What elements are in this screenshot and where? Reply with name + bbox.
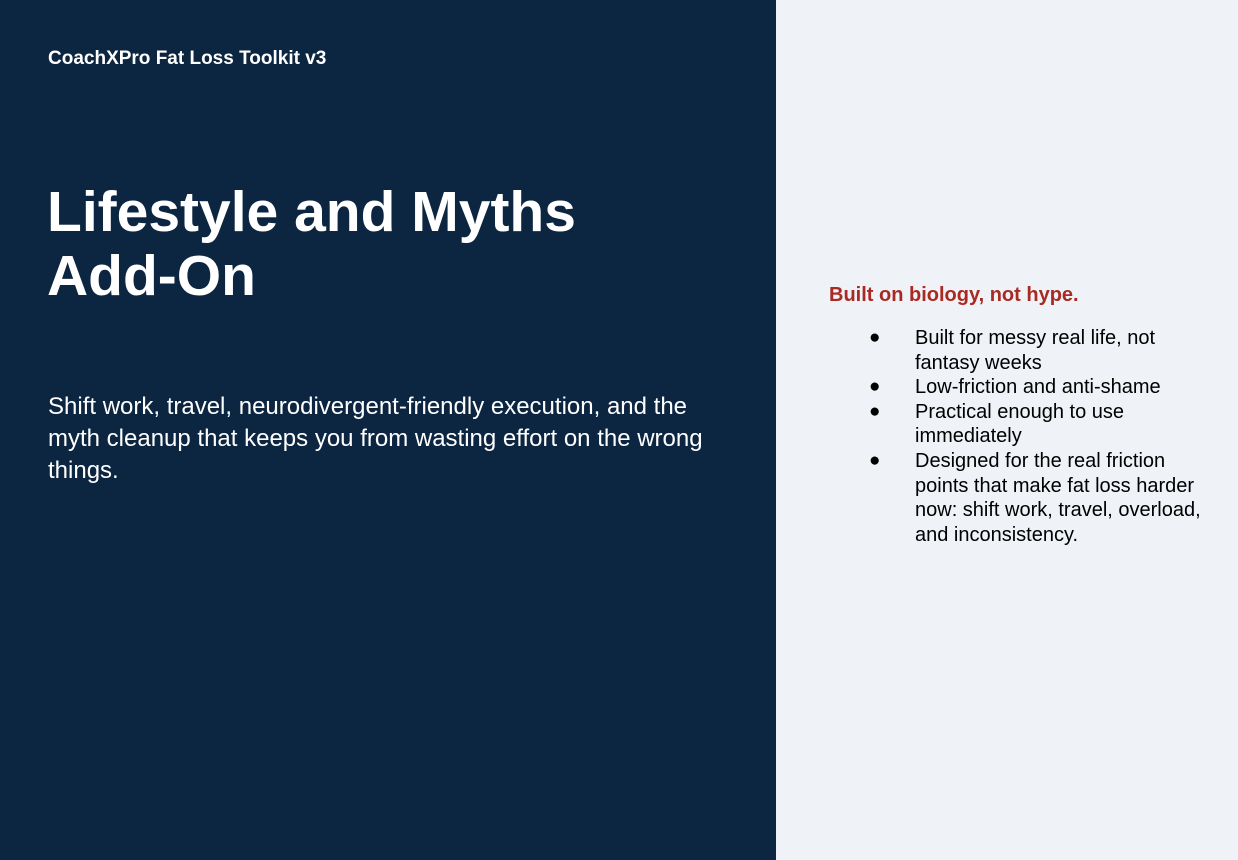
list-item-text: Built for messy real life, not fantasy weeks [915, 327, 1156, 374]
page-title [47, 180, 667, 308]
list-item [869, 375, 1209, 400]
brand-label: CoachXPro Fat Loss Toolkit v3 [48, 48, 327, 69]
tagline: Built on biology, not hype. [829, 284, 1079, 306]
list-item-text: Practical enough to use immediately [915, 400, 1125, 448]
title-line-1: Lifestyle and Myths [47, 180, 576, 244]
list-item [869, 449, 1209, 547]
bullet-dot-icon: ● [869, 376, 881, 398]
list-item-text: Low-friction and anti-shame [915, 376, 1161, 399]
list-item [869, 326, 1209, 375]
bullet-dot-icon: ● [869, 327, 881, 348]
bullet-dot-icon: ● [869, 449, 881, 471]
list-item-text: Designed for the real friction points that make fat loss harder now: shift work, travel, overload, and inconsistency. [915, 449, 1201, 546]
page-subtitle: Shift work, travel, neurodivergent-friendly execution, and the myth cleanup that keeps you from wasting effort on the wrong things. [48, 393, 703, 484]
title-line-2: Add-On [47, 244, 256, 308]
feature-list [869, 326, 1209, 547]
bullet-dot-icon: ● [869, 400, 881, 422]
list-item [869, 400, 1209, 449]
